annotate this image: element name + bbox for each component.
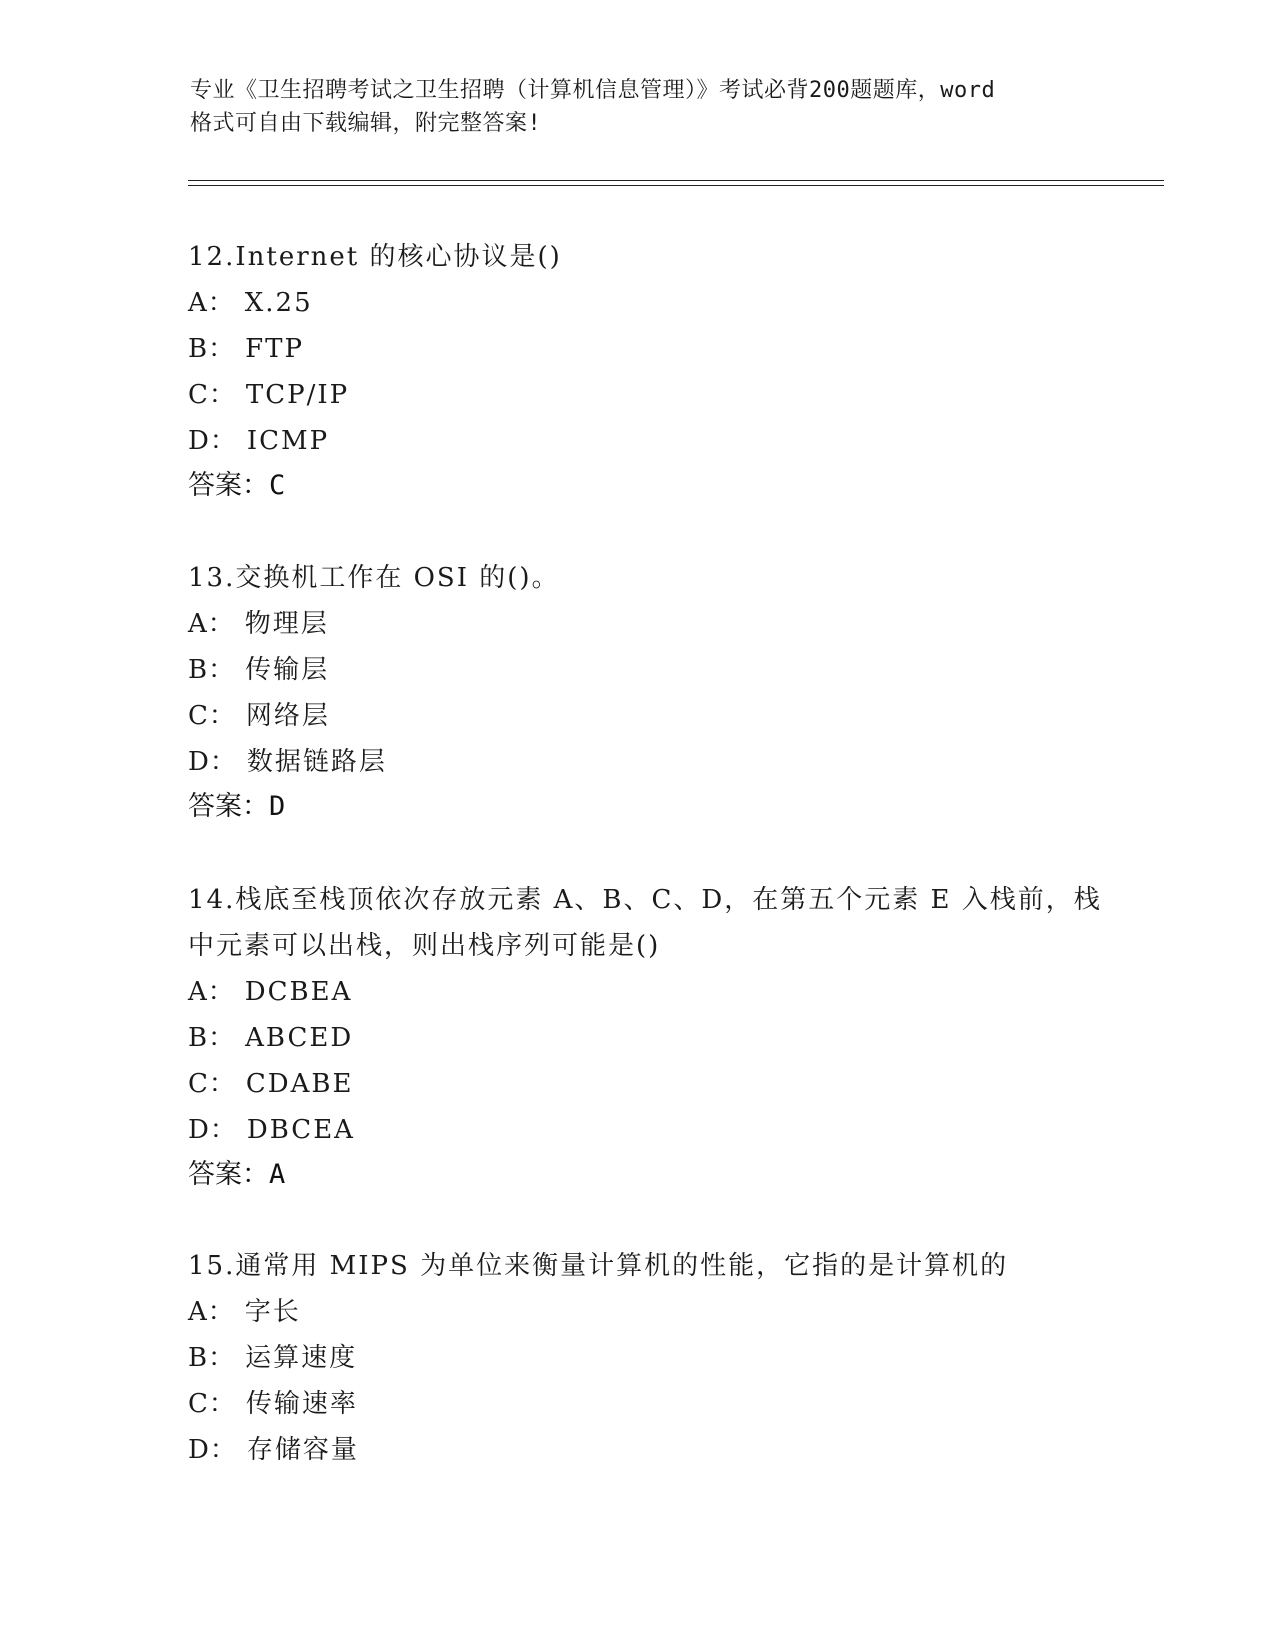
option-text: 存储容量 xyxy=(246,1435,359,1465)
option-key: C： xyxy=(188,1069,236,1099)
option-b xyxy=(188,1335,1128,1381)
option-key: B： xyxy=(188,334,236,364)
option-d xyxy=(188,739,1128,785)
option-key: C： xyxy=(188,380,236,410)
option-text: 传输层 xyxy=(245,655,330,685)
option-text: X.25 xyxy=(244,288,313,318)
question-stem xyxy=(188,877,1128,969)
option-key: A： xyxy=(188,609,235,639)
option-d xyxy=(188,1107,1128,1153)
question-stem-line: 12.Internet 的核心协议是() xyxy=(188,242,562,272)
option-key: D： xyxy=(188,426,237,456)
option-text: DBCEA xyxy=(246,1115,355,1145)
question-13 xyxy=(188,555,1128,829)
answer-line: 答案：C xyxy=(188,470,286,501)
option-text: FTP xyxy=(245,334,304,364)
option-text: CDABE xyxy=(245,1069,354,1099)
header-divider-top xyxy=(188,180,1164,181)
option-b xyxy=(188,326,1128,372)
option-text: 网络层 xyxy=(245,701,330,731)
option-text: 数据链路层 xyxy=(246,747,387,777)
question-stem xyxy=(188,1243,1128,1289)
question-15 xyxy=(188,1243,1128,1473)
option-text: ICMP xyxy=(246,426,330,456)
option-key: A： xyxy=(188,288,235,318)
option-key: B： xyxy=(188,1023,236,1053)
question-stem-line: 15.通常用 MIPS 为单位来衡量计算机的性能，它指的是计算机的 xyxy=(188,1251,1009,1281)
option-text: 运算速度 xyxy=(245,1343,358,1373)
option-b xyxy=(188,647,1128,693)
option-text: ABCED xyxy=(245,1023,354,1053)
option-text: 物理层 xyxy=(244,609,329,639)
option-text: 字长 xyxy=(244,1297,301,1327)
question-stem-line: 14.栈底至栈顶依次存放元素 A、B、C、D，在第五个元素 E 入栈前，栈 xyxy=(188,885,1102,915)
option-key: D： xyxy=(188,1115,237,1145)
option-b xyxy=(188,1015,1128,1061)
option-d xyxy=(188,1427,1128,1473)
answer-line: 答案：D xyxy=(188,791,286,822)
option-a xyxy=(188,1289,1128,1335)
option-text: 传输速率 xyxy=(245,1389,358,1419)
header-line-1: 专业《卫生招聘考试之卫生招聘（计算机信息管理）》考试必背200题题库，word xyxy=(190,78,996,103)
option-a xyxy=(188,601,1128,647)
option-c xyxy=(188,693,1128,739)
question-stem xyxy=(188,234,1128,280)
option-key: B： xyxy=(188,655,236,685)
header-line-2: 格式可自由下载编辑，附完整答案! xyxy=(190,111,542,136)
document-header xyxy=(190,74,1090,140)
header-divider-bottom xyxy=(188,185,1164,186)
question-14 xyxy=(188,877,1128,1197)
option-a xyxy=(188,280,1128,326)
option-c xyxy=(188,1381,1128,1427)
question-stem-line: 中元素可以出栈，则出栈序列可能是() xyxy=(188,931,661,961)
option-key: A： xyxy=(188,1297,235,1327)
question-12 xyxy=(188,234,1128,508)
option-key: A： xyxy=(188,977,235,1007)
option-text: TCP/IP xyxy=(245,380,350,410)
answer-line: 答案：A xyxy=(188,1159,286,1190)
option-c xyxy=(188,372,1128,418)
question-stem xyxy=(188,555,1128,601)
option-text: DCBEA xyxy=(244,977,353,1007)
option-a xyxy=(188,969,1128,1015)
option-key: B： xyxy=(188,1343,236,1373)
option-key: C： xyxy=(188,701,236,731)
option-key: D： xyxy=(188,1435,237,1465)
question-stem-line: 13.交换机工作在 OSI 的()。 xyxy=(188,563,560,593)
option-d xyxy=(188,418,1128,464)
option-key: D： xyxy=(188,747,237,777)
option-key: C： xyxy=(188,1389,236,1419)
option-c xyxy=(188,1061,1128,1107)
